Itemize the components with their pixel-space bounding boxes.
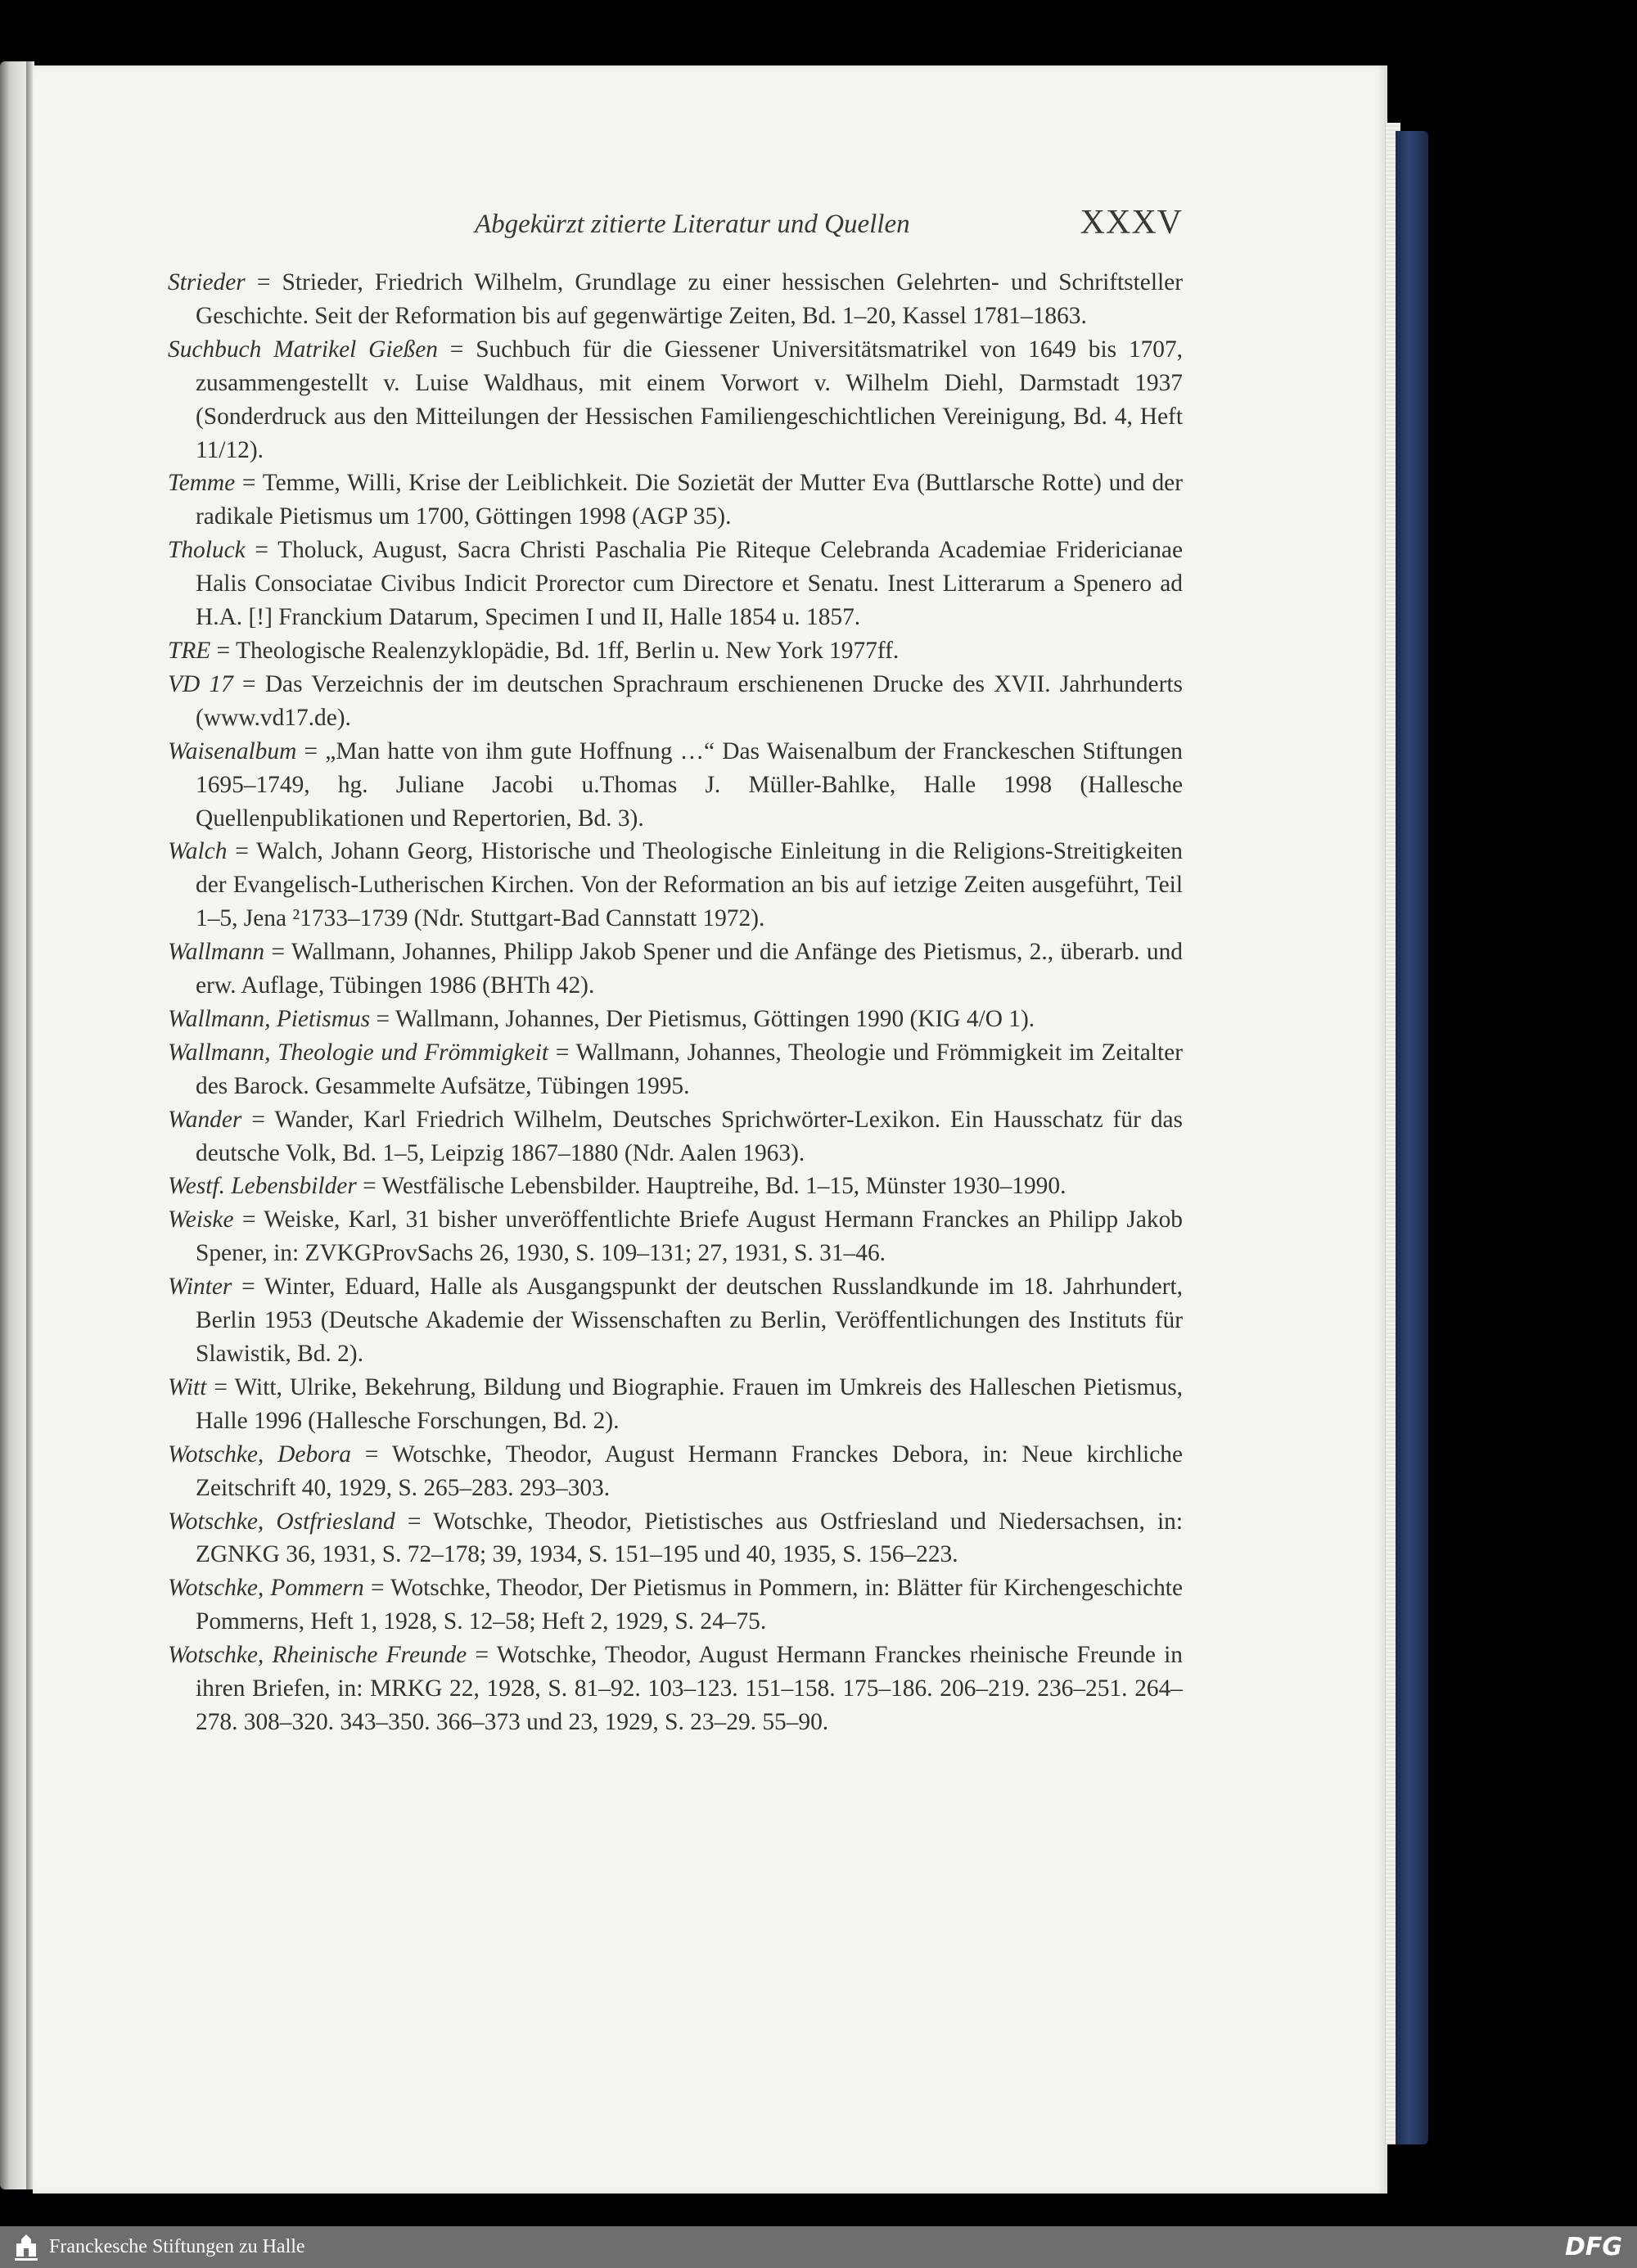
entry-short-title: Wander	[168, 1106, 242, 1133]
bibliography-entry	[168, 1036, 1183, 1103]
entry-short-title: Suchbuch Matrikel Gießen	[168, 336, 438, 363]
institution-name: Franckesche Stiftungen zu Halle	[49, 2236, 305, 2257]
bibliography-entry	[168, 835, 1183, 936]
bibliography-entry	[168, 333, 1183, 467]
entry-short-title: Wotschke, Debora	[168, 1441, 351, 1468]
entry-short-title: Tholuck	[168, 537, 246, 564]
bibliography-entry	[168, 1103, 1183, 1170]
entry-short-title: VD 17	[168, 670, 233, 697]
bibliography-entry	[168, 1203, 1183, 1270]
bibliography-entry	[168, 1505, 1183, 1572]
bibliography-entry	[168, 1170, 1183, 1203]
entry-short-title: Wotschke, Ostfriesland	[168, 1508, 395, 1535]
bibliography-entry	[168, 467, 1183, 534]
bibliography-entry	[168, 266, 1183, 333]
dfg-logo: DFG	[1564, 2233, 1622, 2261]
entry-short-title: Weiske	[168, 1206, 234, 1233]
entry-reference: = Das Verzeichnis der im deutschen Sprachraum erschienenen Drucke des XVII. Jahrhunderts (www.vd17.de).	[196, 670, 1183, 731]
entry-reference: = Wotschke, Theodor, August Hermann Franckes rheinische Freunde in ihren Briefen, in: MRKG 22, 1928, S. 81–92. 103–123. 151–158. 175–186. 206–219. 236–251. 264–278. 308–320. 343–350. 366–373 und 23, 1929, S. 23–29. 55–90.	[196, 1642, 1183, 1735]
entry-reference: = Witt, Ulrike, Bekehrung, Bildung und Biographie. Frauen im Umkreis des Halleschen Pietismus, Halle 1996 (Hallesche Forschungen, Bd. 2).	[196, 1373, 1183, 1434]
bibliography-entry	[168, 668, 1183, 735]
bibliography-entry	[168, 1571, 1183, 1639]
bibliography-entry	[168, 634, 1183, 668]
bibliography-entry	[168, 735, 1183, 836]
running-title: Abgekürzt zitierte Literatur und Quellen	[475, 210, 910, 239]
entry-reference: = Wander, Karl Friedrich Wilhelm, Deutsches Sprichwörter-Lexikon. Ein Hausschatz für das deutsche Volk, Bd. 1–5, Leipzig 1867–1880 (Ndr. Aalen 1963).	[196, 1106, 1183, 1166]
bibliography-entry	[168, 534, 1183, 634]
entry-short-title: Wotschke, Pommern	[168, 1575, 364, 1602]
bibliography-entry	[168, 1639, 1183, 1739]
entry-short-title: TRE	[168, 637, 211, 664]
left-page-edge	[0, 61, 28, 2189]
bibliography-entry	[168, 1270, 1183, 1371]
viewer-footer	[0, 2226, 1637, 2268]
entry-short-title: Witt	[168, 1373, 207, 1400]
entry-reference: = Wallmann, Johannes, Der Pietismus, Göttingen 1990 (KIG 4/O 1).	[370, 1005, 1035, 1032]
entry-reference: = Tholuck, August, Sacra Christi Paschalia Pie Riteque Celebranda Academiae Fridericianae Halis Consociatae Civibus Indicit Prorector cum Directore et Senatu. Inest Litterarum a Spenero ad H.A. [!] Franckium Datarum, Specimen I und II, Halle 1854 u. 1857.	[196, 537, 1183, 631]
entry-short-title: Strieder	[168, 269, 246, 295]
entry-short-title: Wallmann	[168, 939, 265, 966]
entry-short-title: Temme	[168, 470, 236, 497]
entry-short-title: Winter	[168, 1274, 232, 1301]
entry-reference: = Wallmann, Johannes, Philipp Jakob Spener und die Anfänge des Pietismus, 2., überarb. und erw. Auflage, Tübingen 1986 (BHTh 42).	[196, 939, 1183, 999]
entry-reference: = Walch, Johann Georg, Historische und Theologische Einleitung in die Religions-Streitigkeiten der Evangelisch-Lutherischen Kirchen. Von der Reformation an bis auf ietzige Zeiten ausgeführt, Teil 1–5, Jena ²1733–1739 (Ndr. Stuttgart-Bad Cannstatt 1972).	[196, 838, 1183, 932]
entry-reference: = Suchbuch für die Giessener Universitätsmatrikel von 1649 bis 1707, zusammengestellt v. Luise Waldhaus, mit einem Vorwort v. Wilhelm Diehl, Darmstadt 1937 (Sonderdruck aus den Mitteilungen der Hessischen Familiengeschichtlichen Vereinigung, Bd. 4, Heft 11/12).	[196, 336, 1184, 463]
page-number: XXXV	[1080, 204, 1183, 241]
entry-reference: = Westfälische Lebensbilder. Hauptreihe, Bd. 1–15, Münster 1930–1990.	[356, 1173, 1067, 1200]
book-cover-board	[1396, 131, 1428, 2144]
entry-reference: = Winter, Eduard, Halle als Ausgangspunkt der deutschen Russlandkunde im 18. Jahrhundert, Berlin 1953 (Deutsche Akademie der Wissenschaften zu Berlin, Veröffentlichungen des Instituts für Slawistik, Bd. 2).	[196, 1274, 1183, 1367]
entry-reference: = Temme, Willi, Krise der Leiblichkeit. Die Sozietät der Mutter Eva (Buttlarsche Rotte) und der radikale Pietismus um 1700, Göttingen 1998 (AGP 35).	[196, 470, 1183, 530]
entry-reference: = Wotschke, Theodor, August Hermann Franckes Debora, in: Neue kirchliche Zeitschrift 40, 1929, S. 265–283. 293–303.	[196, 1441, 1183, 1501]
entry-reference: = Wallmann, Johannes, Theologie und Frömmigkeit im Zeitalter des Barock. Gesammelte Aufsätze, Tübingen 1995.	[196, 1039, 1183, 1099]
entry-reference: = Strieder, Friedrich Wilhelm, Grundlage zu einer hessischen Gelehrten- und Schriftsteller Geschichte. Seit der Reformation bis auf gegenwärtige Zeiten, Bd. 1–20, Kassel 1781–1863.	[196, 269, 1183, 329]
entry-reference: = „Man hatte von ihm gute Hoffnung …“ Das Waisenalbum der Franckeschen Stiftungen 1695–1749, hg. Juliane Jacobi u.Thomas J. Müller-Bahlke, Halle 1998 (Hallesche Quellenpublikationen und Repertorien, Bd. 3).	[196, 737, 1183, 832]
bibliography-entry	[168, 936, 1183, 1003]
entry-reference: = Weiske, Karl, 31 bisher unveröffentlichte Briefe August Hermann Franckes an Philipp Jakob Spener, in: ZVKGProvSachs 26, 1930, S. 109–131; 27, 1931, S. 31–46.	[196, 1206, 1183, 1267]
franckesche-stiftungen-logo-icon	[11, 2232, 41, 2263]
bibliography-entry	[168, 1438, 1183, 1505]
bibliography-list	[168, 266, 1183, 1739]
entry-short-title: Wallmann, Pietismus	[168, 1005, 371, 1032]
entry-short-title: Westf. Lebensbilder	[168, 1173, 357, 1200]
entry-reference: = Wotschke, Theodor, Der Pietismus in Pommern, in: Blätter für Kirchengeschichte Pommerns, Heft 1, 1928, S. 12–58; Heft 2, 1929, S. 24–75.	[196, 1575, 1183, 1635]
entry-short-title: Walch	[168, 838, 228, 865]
entry-short-title: Waisenalbum	[168, 737, 297, 764]
running-head	[168, 203, 1183, 242]
bibliography-entry	[168, 1003, 1183, 1036]
entry-short-title: Wallmann, Theologie und Frömmigkeit	[168, 1039, 549, 1066]
bibliography-entry	[168, 1371, 1183, 1438]
entry-reference: = Wotschke, Theodor, Pietistisches aus Ostfriesland und Niedersachsen, in: ZGNKG 36, 1931, S. 72–178; 39, 1934, S. 151–195 und 40, 1935, S. 156–223.	[196, 1508, 1183, 1568]
entry-short-title: Wotschke, Rheinische Freunde	[168, 1642, 467, 1669]
entry-reference: = Theologische Realenzyklopädie, Bd. 1ff, Berlin u. New York 1977ff.	[210, 637, 900, 664]
